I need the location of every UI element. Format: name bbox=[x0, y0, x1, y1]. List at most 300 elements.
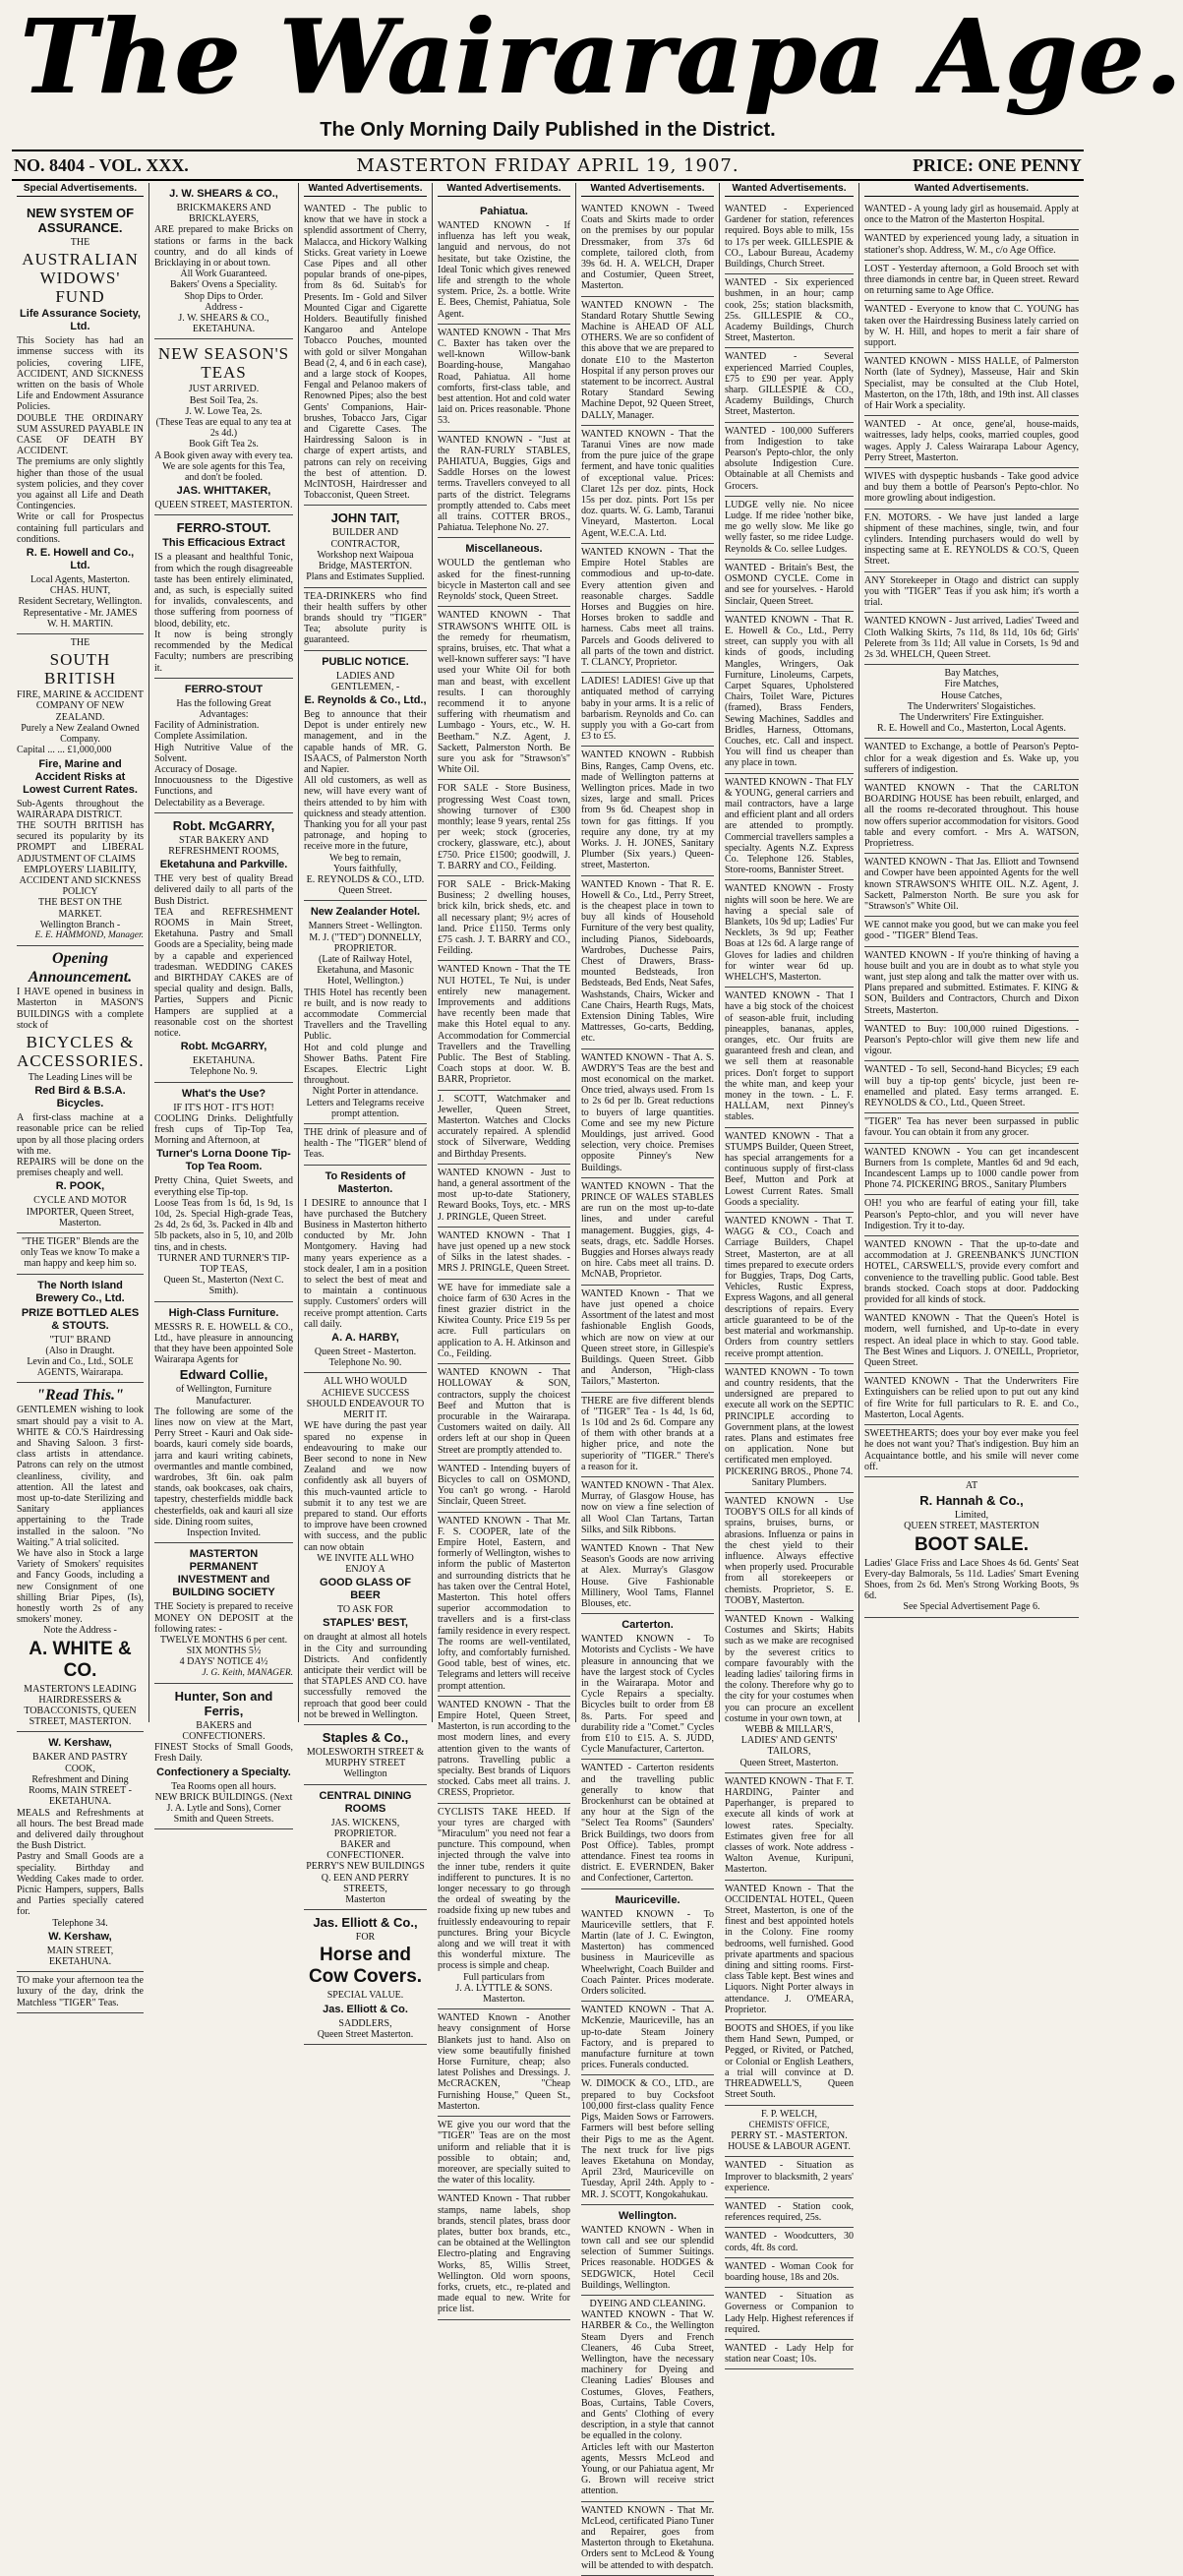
ad-line: Opening Announcement. bbox=[28, 950, 133, 987]
advertisement bbox=[864, 1113, 1079, 1143]
ad-line: Turner's Lorna Doone Tip-Top Tea Room. bbox=[156, 1148, 291, 1173]
advertisement bbox=[581, 1540, 714, 1614]
ad-line: BOOT SALE. bbox=[914, 1533, 1030, 1555]
ad-line: J. W. Lowe Tea, 2s. bbox=[185, 405, 263, 417]
ad-line: R. Hannah & Co., bbox=[919, 1493, 1024, 1509]
ad-line: TWELVE MONTHS 6 per cent. bbox=[159, 1634, 288, 1646]
ad-line: High-Class Furniture. bbox=[168, 1306, 279, 1319]
ad-line: I HAVE opened in business in Masterton in MASON'S BUILDINGS with a complete stock of bbox=[17, 987, 144, 1031]
volume-number: NO. 8404 - VOL. XXX. bbox=[14, 155, 189, 175]
column-6 bbox=[720, 183, 859, 2366]
advertisement bbox=[581, 2002, 714, 2075]
ad-line: WANTED KNOWN - "Just at the RAN-FURLY STABLES, PAHIATUA, Buggies, Gigs and Saddle Horses on the lowest terms. Travellers conveyed to all parts of the district. Telegrams promptly attended to. Cabs meet all trains. COTTER BROS., Pahiatua. Telephone No. 27. bbox=[438, 434, 570, 534]
ad-line: "TIGER" Tea has never been surpassed in public favour. You can obtain it from any grocer. bbox=[864, 1116, 1079, 1139]
ad-line: Queen Street. bbox=[338, 885, 392, 897]
ad-line: ALL WHO WOULD ACHIEVE SUCCESS SHOULD ENDEAVOUR TO MERIT IT. bbox=[306, 1376, 425, 1421]
ad-line: PICKERING BROS., Phone 74. Sanitary Plumbers. bbox=[725, 1466, 854, 1488]
ad-line: W. Kershaw, bbox=[48, 1737, 112, 1750]
ad-line: WANTED KNOWN - When in town call and see our splendid selection of Summer Suitings. Prices reasonable. HODGES & SEDGWICK, Hotel Cecil Buildings, Wellington. bbox=[581, 2224, 714, 2291]
ad-line: WANTED KNOWN - That T. WAGG & CO., Coach and Carriage Builders, Chapel Street, Masterton, are at all times prepared to execute orders for Buggies, Traps, Dog Carts, Vehicles, Rustic Express, Express Wagons, and all general descriptions of repairs. Every article guaranteed to be of the best material and workmanship. Orders from country settlers receive prompt attention. bbox=[725, 1216, 854, 1359]
ad-line: MASTERTON'S LEADING HAIRDRESSERS & TOBACCONISTS, QUEEN STREET, MASTERTON. bbox=[24, 1683, 137, 1728]
advertisement bbox=[154, 679, 293, 813]
ad-line: FOR bbox=[355, 1932, 376, 1944]
ad-line: SIX MONTHS 5½ bbox=[186, 1646, 262, 1657]
ad-line: FERRO-STOUT. bbox=[176, 520, 271, 536]
ad-line: Hunter, Son and Ferris, bbox=[174, 1688, 273, 1718]
ad-line: STAPLES' BEST, bbox=[323, 1617, 408, 1630]
ad-line: LUDGE velly nie. No nicee Ludge. If me ridee 'nother bike, me go welly slow. Me like go welly faster, so me ridee Ludge. Reynolds & Co. sellee Ludges. bbox=[725, 499, 854, 555]
ad-line: Eketahuna and Parkville. bbox=[159, 859, 288, 871]
ad-line: Articles left with our Masterton agents, Messrs McLeod and Young, or our Pahiatua agent, Mr G. Brown will receive strict attention. bbox=[581, 2441, 714, 2497]
advertisement bbox=[581, 1286, 714, 1393]
ad-line: Bay Matches, bbox=[944, 668, 999, 680]
ad-line: A first-class machine at a reasonable price can be relied upon by all those placing orders with me. bbox=[17, 1112, 144, 1157]
ad-line: Mauriceville. bbox=[615, 1893, 680, 1906]
ad-line: WANTED KNOWN - The Standard Rotary Shuttle Sewing Machine is AHEAD OF ALL OTHERS. We are so confident of this above that we are prepared to donate £10 to the Masterton Hospital if any person proves our statement to be incorrect. Austral Rotary Standard Sewing Machine Depot, 92 Queen Street, DALLY, Manager. bbox=[581, 299, 714, 421]
ad-line: WANTED KNOWN - That the CARLTON BOARDING HOUSE has been rebuilt, enlarged, and all the rooms re-decorated throughout. This house now offers superior accommodation for visitors. Good table and every comfort. - Mrs A. WATSON, Proprietress. bbox=[864, 782, 1079, 849]
ad-line: LADIES AND GENTLEMEN, - bbox=[330, 670, 400, 692]
advertisement bbox=[581, 201, 714, 297]
ad-line: CENTRAL DINING ROOMS bbox=[319, 1789, 412, 1815]
advertisement bbox=[304, 1910, 427, 2045]
ad-line: Beg to announce that their Depot is under entirely new management, and in the capable hands of MR. G. ISAACS, of Palmerston North and Napier. bbox=[304, 708, 427, 775]
ad-line: Queen Street - Masterton. bbox=[314, 1347, 417, 1358]
dateline bbox=[12, 155, 1084, 177]
advertisement bbox=[581, 673, 714, 747]
ad-line: WANTED - Situation as Improver to blacksmith, 2 years' experience. bbox=[725, 2160, 854, 2193]
ad-line: Representative - Mr. JAMES W. H. MARTIN. bbox=[23, 607, 138, 629]
ad-line: Pastry and Small Goods are a speciality. Birthday and Wedding Cakes made to order. Picnic Hampers, suppers, Balls and Parties specially catered for. bbox=[17, 1851, 144, 1918]
ad-line: EMPLOYERS' LIABILITY, ACCIDENT AND SICKNESS POLICY bbox=[19, 864, 142, 898]
ad-line: J. W. SHEARS & CO., EKETAHUNA. bbox=[178, 313, 269, 335]
ad-line: WANTED Known - That the OCCIDENTAL HOTEL, Queen Street, Masterton, is one of the finest and best appointed hotels in the Colony. Fine roomy bedrooms, well furnished. Good private apartments and spacious dining and sitting rooms. First-class Table kept. Best wines and Liquors. Night Porter always in attendance. J. O'MEARA, Proprietor. bbox=[725, 1883, 854, 2015]
ad-line: Wellington. bbox=[618, 2209, 678, 2222]
ad-line: GENTLEMEN wishing to look smart should pay a visit to A. WHITE & CO.'S Hairdressing and Shaving Saloon. 3 first-class artists in attendance. Patrons can rely on the utmost cleanliness, civility, and attention. All the latest and most up-to-date Sterilizing and Sanitary appliances appertaining to the Trade installed in the saloon. "No Waiting." A trial solicited. bbox=[17, 1405, 144, 1548]
advertisement bbox=[581, 1049, 714, 1178]
ad-line: WANTED KNOWN - That Jas. Elliott and Townsend and Cowper have been appointed Agents for the well known STRAWSON'S WHITE OIL. N.Z. Agent, J. Sackett, Palmerston North. Be sure you ask for "Strawson's" White Oil. bbox=[864, 857, 1079, 912]
ad-line: Bakers' Ovens a Speciality. bbox=[170, 279, 277, 291]
ad-line: WANTED KNOWN - That Alex. Murray, of Glasgow House, has now on view a fine selection of all Wool Clan Tartans, Tartan Silks, and Silk Ribbons. bbox=[581, 1479, 714, 1535]
ad-line: WANTED KNOWN - That the Empire Hotel Stables are commodious and up-to-date. Every attention given and reasonable charges. Saddle Horses and Buggies on hire. Horses broken to saddle and harness. Cabs meet all trains. Parcels and Goods delivered to all parts of the town and district. T. CLANCY, Proprietor. bbox=[581, 546, 714, 668]
ad-line: Fire Matches, bbox=[944, 679, 999, 690]
ad-line: on draught at almost all hotels in the City and surrounding Districts. And confidently anticipate their verdict will be that STAPLES AND CO. have successfully removed the reproach that good beer could not be brewed in Wellington. bbox=[304, 1632, 427, 1720]
advertisement bbox=[581, 1889, 714, 2003]
ad-line: BAKER and CONFECTIONER. bbox=[326, 1838, 404, 1862]
ad-line: WANTED - Woodcutters, 30 cords, 4ft. 8s cord. bbox=[725, 2231, 854, 2253]
advertisement bbox=[154, 1684, 293, 1830]
ad-line: PUBLIC NOTICE. bbox=[322, 655, 409, 668]
ad-line: The premiums are only slightly higher than those of the usual system policies, and they cover you against all Life and Death Contingencies. bbox=[17, 456, 144, 512]
ad-line: Queen St., Masterton (Next C. Smith). bbox=[163, 1275, 284, 1297]
ad-line: IS a pleasant and healthful Tonic, from which the rough disagreeable taste has been entirely eliminated, and, as such, is especially suited for invalids, convalescents, and those suffering from poorness of blood, debility, etc. bbox=[154, 552, 293, 629]
ad-line: WANTED KNOWN - That FLY & YOUNG, general carriers and mail contractors, have a large and efficient plant and all orders are attended to promptly. Commercial travellers samples a specialty. Agents N.Z. Express Co. Telephone 126. Stables, Store-rooms, Bannister Street. bbox=[725, 776, 854, 876]
ad-line: Write or call for Prospectus containing full particulars and conditions. bbox=[17, 511, 144, 545]
ad-line: WANTED Known - That New Season's Goods are now arriving at Alex. Murray's Glasgow House. Give Fashionable Millinery, Wool Tams, Flannel Blouses, etc. bbox=[581, 1542, 714, 1609]
issue-date: MASTERTON FRIDAY APRIL 19, 1907. bbox=[356, 155, 739, 176]
ad-line: TEA and REFRESHMENT ROOMS in Main Street, Eketahuna. Pastry and Small Goods are a Speciality, being made by a capable and experienced tradesman. WEDDING CAKES and BIRTHDAY CAKES are of special quality and design. Balls, Parties, Suppers and Picnic Hampers are supplied at a reasonable cost on the shortest notice. bbox=[154, 906, 293, 1039]
advertisement bbox=[725, 2020, 854, 2105]
advertisement bbox=[17, 1275, 144, 1384]
advertisement bbox=[725, 2157, 854, 2198]
ad-line: The Underwriters' Fire Extinguisher. bbox=[899, 711, 1044, 723]
ad-line: This Efficacious Extract bbox=[162, 537, 285, 550]
ad-line: WANTED - Station cook, references required, 25s. bbox=[725, 2200, 854, 2224]
advertisement bbox=[438, 1364, 570, 1461]
ad-line: J. W. SHEARS & CO., bbox=[169, 188, 278, 200]
ad-line: F. P. WELCH, bbox=[760, 2108, 818, 2120]
advertisement bbox=[438, 538, 570, 607]
advertisement bbox=[864, 780, 1079, 854]
column-4 bbox=[433, 183, 576, 2315]
ad-line: SOUTH BRITISH bbox=[43, 650, 117, 689]
ad-line: Life Assurance Society, Ltd. bbox=[20, 308, 141, 333]
advertisement bbox=[725, 1128, 854, 1213]
ad-line: JAS. WHITTAKER, bbox=[176, 485, 271, 498]
advertisement bbox=[438, 1091, 570, 1165]
advertisement bbox=[304, 201, 427, 506]
advertisement bbox=[304, 901, 427, 1124]
advertisement bbox=[864, 201, 1079, 230]
ad-line: Jas. Elliott & Co., bbox=[313, 1915, 418, 1931]
ad-line: E. REYNOLDS & CO., LTD. bbox=[306, 873, 425, 885]
ad-line: WIVES with dyspeptic husbands - Take good advice and buy them a bottle of Pearson's Pepto-chlor. No more growling about indigestion. bbox=[864, 471, 1079, 505]
advertisement bbox=[725, 560, 854, 612]
advertisement bbox=[438, 876, 570, 961]
ad-line: What's the Use? bbox=[181, 1087, 266, 1100]
column-5 bbox=[576, 183, 720, 2571]
ad-line: WANTED - Several experienced Married Couples, £75 to £90 per year. Apply sharp. GILLESPIE & CO., Academy Buildings, Church Street, Masterton. bbox=[725, 351, 854, 418]
ad-line: Wellington Branch - bbox=[39, 919, 121, 930]
ad-line: Levin and Co., Ltd., SOLE AGENTS, Wairarapa. bbox=[27, 1356, 134, 1379]
section-heading: Wanted Advertisements. bbox=[304, 183, 427, 197]
ad-line: FIRE, MARINE & ACCIDENT COMPANY OF NEW ZEALAND. bbox=[17, 689, 144, 723]
advertisement bbox=[725, 274, 854, 348]
ad-line: Address - bbox=[205, 301, 243, 313]
ad-line: CHAS. HUNT, bbox=[49, 585, 111, 597]
ad-line: WANTED to Exchange, a bottle of Pearson's Pepto-chlor for a weak digestion and £s. Wake up, you sufferers of indigestion. bbox=[864, 742, 1079, 775]
ad-line: WANTED - To sell, Second-hand Bicycles; £9 each will buy a tip-top gents' bicycle, just been re-enamelled and plated. Easy terms arranged. E. REYNOLDS & CO., Ltd., Queen Street. bbox=[864, 1064, 1079, 1109]
advertisement bbox=[581, 1178, 714, 1286]
ad-line: WANTED - Carterton residents and the travelling public generally to know that Brockenhurst can be obtained at any hour at the Sign of the "Select Tea Rooms" (Saunders' Brick Buildings, two doors from Post Office). Tables, prompt attendance. Finest tea rooms in district. E. EVERNDEN, Baker and Confectioner, Carterton. bbox=[581, 1763, 714, 1885]
advertisement bbox=[864, 1061, 1079, 1113]
advertisement bbox=[725, 988, 854, 1127]
ad-line: CYCLE AND MOTOR IMPORTER, Queen Street, Masterton. bbox=[26, 1195, 135, 1228]
ad-line: JAS. WICKENS, bbox=[330, 1817, 400, 1828]
advertisement bbox=[154, 813, 293, 1083]
ad-line: I DESIRE to announce that I have purchased the Butchery Business in Masterton hitherto conducted by Mr. John Montgomery. Having had many years experience as a stock dealer, I am in a position to select the best of meat and to maintain a continuous supply. Customers' orders will receive prompt attention. Carts call daily. bbox=[304, 1197, 427, 1330]
ad-line: WANTED - Situation as Governess or Companion to Lady Help. Highest references if required. bbox=[725, 2291, 854, 2335]
ad-line: WANTED KNOWN - That I have a big stock of the choicest of season-able fruit, including pineapples, bananas, apples, oranges, etc. Our fruits are guaranteed fresh and clean, and we sell them at reasonable prices. Don't forget to support the white man, and keep your money in the town. - L. F. HALLAM, next Pinney's stables. bbox=[725, 990, 854, 1123]
ad-line: All Work Guaranteed. bbox=[180, 269, 267, 280]
advertisement bbox=[864, 509, 1079, 572]
advertisement bbox=[725, 2198, 854, 2228]
ad-line: WANTED KNOWN - That F. T. HARDING, Painter and Paperhanger, is prepared to execute all kinds of work at lowest rates. Specialty. Estimates given free for all classes of work. Note address - Walton Avenue, Kuripuni, Masterton. bbox=[725, 1775, 854, 1876]
ad-line: NEW BRICK BUILDINGS. (Next J. A. Lytle and Sons), Corner Smith and Queen Streets. bbox=[154, 1791, 293, 1826]
advertisement bbox=[581, 2502, 714, 2576]
ad-line: (Late of Railway Hotel, Eketahuna, and Masonic Hotel, Wellington.) bbox=[317, 953, 414, 988]
advertisement bbox=[304, 1785, 427, 1911]
advertisement bbox=[725, 497, 854, 560]
advertisement bbox=[581, 1760, 714, 1888]
advertisement bbox=[581, 1614, 714, 1760]
advertisement bbox=[864, 1373, 1079, 1425]
ad-line: Resident Secretary, Wellington. bbox=[18, 596, 143, 608]
advertisement bbox=[864, 416, 1079, 468]
advertisement bbox=[581, 2296, 714, 2502]
ad-line: Innocuousness to the Digestive Functions, and bbox=[154, 775, 293, 798]
ad-line: WANTED - The public to know that we have in stock a splendid assortment of Cherry, Malacca, and Hickory Walking Sticks. Great variety in Loewe Case Pipes and all other popular brands of one-pipes, from 8s 6d. Suitab's for Presents. Im - Gold and Silver Mounted Cigar and Cigarette Holders. Beautifully finished Kangaroo and Antelope Tobacco Pouches, mounted with gold or silver Mongahan Bead (2, 4, and 6 in each case), and a large stock of Koopes, Fengal and Pelanoo makers of Renowned Pipes; also the best Gents' Companions, Hair-brushes, Tobacco Jars, Cigar and Cigarette Cases. The Hairdressing Saloon is in charge of expert artists, and patrons can rely on receiving the best of attention. D. McINTOSH, Hairdresser and Tobacconist, Queen Street. bbox=[304, 204, 427, 502]
advertisement bbox=[864, 665, 1079, 739]
ad-line: Miscellaneous. bbox=[465, 543, 543, 556]
ad-line: WANTED - Six experienced bushmen, in an hour; camp cook, 25s; station blacksmith, 25s. GILLESPIE & CO., Academy Buildings, Church Street, Masterton. bbox=[725, 277, 854, 344]
ad-line: Ladies' Glace Friss and Lace Shoes 4s 6d. Gents' Seat Every-day Balmorals, 5s 11d. Ladies' Smart Evening Shoes, from 2s 6d. Men's Strong Working Boots, 9s 6d. bbox=[864, 1557, 1079, 1602]
column-7 bbox=[859, 183, 1084, 1722]
ad-line: Complete Assimilation. bbox=[154, 731, 248, 743]
ad-line: QUEEN STREET, MASTERTON. bbox=[154, 500, 293, 511]
ad-line: The following are some of the lines now on view at the Mart, Perry Street - Kauri and Oak side-boards, kauri comely side boards, jarra and kauri writing cabinets, overmantles and mantle combined, wardrobes, 3ft 6in. oak palm stands, oak bookcases, oak chairs, tapestry, chesterfields middle back chesterfields, oak and kauri all size side. Dining room suites, bbox=[154, 1406, 293, 1528]
ad-line: High Nutritive Value of the Solvent. bbox=[154, 742, 293, 764]
ad-line: THE Society is prepared to receive MONEY ON DEPOSIT at the following rates: - bbox=[154, 1601, 293, 1635]
advertisement bbox=[438, 2117, 570, 2190]
masthead bbox=[0, 0, 1183, 176]
ad-line: AUSTRALIAN WIDOWS' FUND bbox=[22, 250, 139, 307]
section-heading: Special Advertisements. bbox=[17, 183, 144, 197]
ad-line: FERRO-STOUT bbox=[184, 683, 264, 695]
ad-line: WANTED KNOWN - Rubbish Bins, Ranges, Camp Ovens, etc. made of Wellington patterns at Wellington prices. Made in two sizes, large and small. Prices from 9s 6d. Cheapest shop in town for gas fittings. If you require any done, try at my Works. J. H. JONES, Sanitary Plumber (Six years.) Queen-street, Masterton. bbox=[581, 749, 714, 871]
column-3 bbox=[299, 183, 433, 2040]
ad-line: SADDLERS, bbox=[338, 2017, 392, 2029]
ad-line: WANTED KNOWN - To Mauriceville settlers, that F. Martin (late of J. C. Ewington, Masterton) has commenced business in Mauriceville as Wheelwright, Coach Builder and Coach Painter. Prices moderate. Orders solicited. bbox=[581, 1908, 714, 1998]
ad-line: Telephone No. 9. bbox=[190, 1066, 258, 1078]
advertisement bbox=[864, 854, 1079, 917]
advertisement bbox=[154, 515, 293, 678]
ad-line: Full particulars from bbox=[463, 1971, 545, 1983]
advertisement bbox=[725, 2228, 854, 2257]
ad-line: R. E. Howell and Co., Masterton, Local Agents. bbox=[877, 723, 1066, 735]
advertisement bbox=[725, 2340, 854, 2369]
ad-line: Loose Teas from 1s 6d, 1s 9d, 1s 10d, 2s. Special High-grade Teas, 2s 4d, 2s 6d, 3s. Packed in 4lb and 5lb packets, also in 5, 10, and 20lb tins, and in chests. bbox=[154, 1197, 293, 1253]
advertisement bbox=[581, 426, 714, 544]
ad-line: It now is being strongly recommended by the Medical Faculty; numbers are prescribing it. bbox=[154, 629, 293, 674]
advertisement bbox=[725, 1213, 854, 1364]
ad-line: MOLESWORTH STREET & MURPHY STREET bbox=[306, 1746, 425, 1769]
ad-line: Masterton bbox=[345, 1894, 385, 1905]
ad-line: WANTED KNOWN - To Motorists and Cyclists - We have pleasure in announcing that we have the largest stock of Cycles in the Wairarapa. Motor and Cycle Repairs a specialty. Bicycles built to order from £8 8s. Parts. For speed and durability ride a "Comet." Cycles from £10 to £15. A. S. JUDD, Cycle Manufacturer, Carterton. bbox=[581, 1634, 714, 1756]
advertisement bbox=[725, 201, 854, 274]
ad-line: Book Gift Tea 2s. bbox=[189, 439, 259, 450]
advertisement bbox=[438, 2190, 570, 2319]
ad-line: WANTED KNOWN - That Mr. McLeod, certificated Piano Tuner and Repairer, goes from Masterton through to Eketahuna. Orders sent to McLeod & Young will be attended to with despatch. bbox=[581, 2504, 714, 2571]
ad-line: NEW SYSTEM OF ASSURANCE. bbox=[26, 206, 135, 235]
ad-line: A. WHITE & CO. bbox=[29, 1638, 132, 1681]
ad-line: WANTED by experienced young lady, a situation in stationer's shop. Address, W. M., c/o Age Office. bbox=[864, 233, 1079, 256]
advertisement bbox=[864, 572, 1079, 614]
ad-line: WANTED KNOWN - That the Taranui Vines are now made from the pure juice of the grape ferment, and have tonic qualities of exceptional value. Prices: Claret 12s per doz. pints, Hock 15s per doz. pints. Port 15s per doz. quarts. W. G. Lamb, Taranui Vineyard, Masterton. Local Agent, W.E.C.A. Ltd. bbox=[581, 428, 714, 539]
ad-line: The Underwriters' Slogaistiches. bbox=[907, 700, 1036, 712]
ad-line: Red Bird & B.S.A. Bicycles. bbox=[34, 1085, 126, 1110]
ad-line: TEA-DRINKERS who find their health suffers by other brands should try "TIGER" Tea; absolute purity is guaranteed. bbox=[304, 590, 427, 646]
advertisement bbox=[304, 651, 427, 902]
advertisement bbox=[725, 612, 854, 774]
ad-line: WANTED KNOWN - Just to hand, a general assortment of the most up-to-date Stationery, Reward Books, Toys, etc. - MRS J. PRINGLE, Queen Street. bbox=[438, 1167, 570, 1223]
advertisement bbox=[581, 1393, 714, 1477]
ad-line: Thanking you for all your past patronage, and hoping to receive more in the future, bbox=[304, 818, 427, 853]
ad-line: THE very best of quality Bread delivered daily to all parts of the Bush District. bbox=[154, 873, 293, 907]
ad-line: We beg to remain, bbox=[328, 852, 402, 864]
ad-line: J. G. Keith, MANAGER. bbox=[202, 1667, 293, 1678]
advertisement bbox=[581, 2205, 714, 2296]
ad-line: REPAIRS will be done on the premises cheaply and well. bbox=[17, 1156, 144, 1179]
ad-line: Refreshment and Dining Rooms, MAIN STREET - EKETAHUNA. bbox=[29, 1773, 132, 1808]
ad-line: Hot and cold plunge and Shower Baths. Patent Fire Escapes. Electric Light throughout. bbox=[304, 1042, 427, 1087]
ad-line: JUST ARRIVED. bbox=[188, 384, 260, 395]
ad-line: WANTED KNOWN - Tweed Coats and Skirts made to order on the premises by our popular Dressmaker, from 37s 6d complete, tailored cloth, from 39s 6d. H. A. WELCH, Draper and Costumier, Queen Street, Masterton. bbox=[581, 204, 714, 292]
ad-line: A Book given away with every tea. bbox=[154, 449, 293, 461]
ad-line: BUILDER AND CONTRACTOR, bbox=[330, 527, 400, 550]
ad-line: BICYCLES & ACCESSORIES. bbox=[17, 1032, 145, 1070]
advertisement bbox=[304, 506, 427, 587]
ad-line: Facility of Administration. bbox=[154, 720, 260, 732]
ad-line: WANTED KNOWN - That HOLLOWAY & SON, contractors, supply the choicest Beef and Mutton that is procurable in the Wairarapa. Customers waited on daily. All orders left at our shop in Queen Street are promptly attended to. bbox=[438, 1367, 570, 1456]
ad-line: WANTED Known - That rubber stamps, name labels, shop brands, stencil plates, brass door plates, butter box brands, etc., can be obtained at the Wellington Electro-plating and Engraving Works, 85, Willis Street, Wellington. Old worn spoons, forks, cruets, etc., re-plated and made equal to new. Write for price list. bbox=[438, 2193, 570, 2315]
ad-line: WE have for immediate sale a choice farm of 630 Acres in the finest grazier district in the Kiwitea County. Price £19 5s per acre. Full particulars on application to A. H. Atkinson and Co., Feilding. bbox=[438, 1282, 570, 1359]
advertisement bbox=[154, 1302, 293, 1544]
advertisement bbox=[17, 634, 144, 946]
ad-line: W. DIMOCK & CO., LTD., are prepared to buy Cocksfoot 100,000 first-class quality Fence Pigs, Maiden Sows or Farrowers. Farmers will best before selling their Pigs to me as the Agent. The next truck for live pigs leaves Eketahuna on Monday, April 23rd, Mauriceville on Tuesday, April 24th. Apply to - MR. J. SCOTT, Kongokahukau. bbox=[581, 2078, 714, 2200]
advertisement bbox=[864, 301, 1079, 353]
ad-line: THE SOUTH BRITISH has secured its popularity by its PROMPT and LIBERAL ADJUSTMENT OF CLAIMS bbox=[17, 819, 144, 865]
ad-line: Note the Address - bbox=[43, 1625, 117, 1637]
ad-line: THIS Hotel has recently been re built, and is now ready to accommodate Commercial Travellers and the Travelling Public. bbox=[304, 987, 427, 1043]
ad-line: FOR SALE - Brick-Making Business; 2 dwelling houses, brick kiln, brick sheds, etc. and all necessary plant; 9½ acres of land. Price £1150. Terms only £75 cash. J. T. BARRY and CO., Feilding. bbox=[438, 878, 570, 957]
ad-line: WANTED Known - Another heavy consignment of Horse Blankets just to hand. Also on view some beautifully finished Horse Furniture, cheap; also latest Polishes and Dressings. J. McCRACKEN, "Cheap Furnishing House," Queen St., Masterton. bbox=[438, 2012, 570, 2112]
ad-line: PERRY'S NEW BUILDINGS bbox=[306, 1861, 425, 1873]
ad-line: House Catches, bbox=[940, 689, 1003, 701]
top-rule bbox=[12, 150, 1084, 151]
ad-line: AT bbox=[965, 1479, 978, 1491]
ad-line: SWEETHEARTS; does your boy ever make you feel he does not want you? That's indigestion. Buy him an Acquaintance bottle, and his smile will never come off. bbox=[864, 1428, 1079, 1472]
ad-line: TO ASK FOR bbox=[336, 1604, 394, 1616]
ad-line: WEBB & MILLAR'S, bbox=[744, 1724, 834, 1735]
ad-line: Pretty China, Quiet Sweets, and everything else Tip-top. bbox=[154, 1175, 293, 1198]
ad-line: THE drink of pleasure and of health - The "TIGER" blend of Teas. bbox=[304, 1127, 427, 1161]
ad-line: Masterton. bbox=[482, 1994, 526, 2006]
advertisement bbox=[438, 325, 570, 432]
advertisement bbox=[438, 432, 570, 539]
advertisement bbox=[17, 1972, 144, 2013]
ad-line: Delectability as a Beverage. bbox=[154, 797, 266, 809]
advertisement bbox=[438, 1165, 570, 1228]
ad-line: WANTED - Lady Help for station near Coast; 10s. bbox=[725, 2342, 854, 2366]
advertisement bbox=[725, 2106, 854, 2158]
ad-line: WE cannot make you good, but we can make you feel good - "TIGER" Blend Teas. bbox=[864, 920, 1079, 942]
ad-line: WANTED KNOWN - That A. McKenzie, Mauriceville, has an up-to-date Steam Joinery Factory, and is prepared to manufacture furniture at town prices. Funerals conducted. bbox=[581, 2005, 714, 2071]
ad-line: Sub-Agents throughout the WAIRARAPA DISTRICT. bbox=[17, 798, 144, 820]
ad-line: Robt. McGARRY, bbox=[180, 1041, 267, 1053]
advertisement bbox=[581, 747, 714, 875]
section-heading: Wanted Advertisements. bbox=[438, 183, 570, 197]
ad-line: WANTED - Intending buyers of Bicycles to call on OSMOND, You can't go wrong. - Harold Sinclair, Queen Street. bbox=[438, 1463, 570, 1508]
ad-line: Q. EEN AND PERRY STREETS, bbox=[321, 1872, 410, 1894]
ad-line: Pahiatua. bbox=[480, 206, 528, 217]
advertisement bbox=[154, 1083, 293, 1302]
ad-line: (These Teas are equal to any tea at 2s 4d.) bbox=[155, 417, 292, 440]
ad-line: QUEEN STREET, MASTERTON bbox=[904, 1521, 1039, 1532]
ad-line: Wellington bbox=[343, 1768, 387, 1780]
advertisement bbox=[17, 946, 144, 1233]
advertisement bbox=[725, 774, 854, 881]
advertisement bbox=[864, 1310, 1079, 1373]
ad-line: WANTED KNOWN - That the Underwriters Fire Extinguishers can be relied upon to put out any kind of fire Write for full particulars to R. E. and Co., Masterton, Local Agents. bbox=[864, 1376, 1079, 1420]
ad-line: LOST - Yesterday afternoon, a Gold Brooch set with three diamonds in centre bar, in Queen street. Reward on returning same to Age Office. bbox=[864, 263, 1079, 297]
ad-line: The Leading Lines will be bbox=[28, 1071, 133, 1083]
ad-line: WANTED KNOWN - To town and country residents, that the undersigned are prepared to execute all work on the SEPTIC PRINCIPLE according to Government plans, at the lowest rates. Plans and estimates free on application. None but certificated men employed. bbox=[725, 1366, 854, 1467]
column-1 bbox=[12, 183, 149, 2008]
ad-line: EKETAHUNA. bbox=[192, 1055, 256, 1067]
ad-line: A. A. HARBY, bbox=[331, 1332, 399, 1345]
ad-line: WANTED KNOWN - That W. HARBER & Co., the Wellington Steam Dyers and French Cleaners, 46 Cuba Street, Wellington, have the necessary machinery for Dyeing and Cleaning Ladies' Blouses and Costumes, Gloves, Feathers, Boas, Curtains, Table Covers, and Gents' Clothing of every description, in a style that cannot be equalled in the colony. bbox=[581, 2309, 714, 2442]
ad-line: WANTED - Woman Cook for boarding house, 18s and 20s. bbox=[725, 2260, 854, 2283]
advertisement bbox=[17, 1732, 144, 1972]
columns bbox=[12, 183, 1084, 2571]
ad-line: WANTED KNOWN - If influenza has left you weak, languid and nervous, do not hesitate, but take Ozistine, the Ideal Tonic which gives renewed life and strength to the whole system. Price, 2s. a bottle. Write E. Bees, Chemist, Pahiatua, Sole Agent. bbox=[438, 220, 570, 320]
ad-line: WANTED KNOWN - That a STUMPS Builder, Queen Street, has special arrangements for a continuous supply of first-class Beef, Mutton and Pork at Lowest Current Rates. Small Goods a speciality. bbox=[725, 1130, 854, 1208]
ad-line: WANTED KNOWN - That Mrs C. Baxter has taken over the well-known Willow-bank Boarding-house, Mangahao Road, Pahiatua. All home comforts, first-class table, and best attention. Hot and cold water laid on. Prices reasonable. 'Phone 53. bbox=[438, 327, 570, 427]
ad-line: WE give you our word that the "TIGER" Teas are on the most uniform and reliable that it is possible to obtain; and, moreover, are specially suited to the water of this locality. bbox=[438, 2120, 570, 2187]
advertisement bbox=[725, 348, 854, 422]
ad-line: Has the following Great Advantages: bbox=[176, 697, 271, 720]
ad-line: Yours faithfully, bbox=[332, 863, 397, 874]
advertisement bbox=[581, 1477, 714, 1540]
advertisement bbox=[864, 1195, 1079, 1236]
advertisement bbox=[438, 1697, 570, 1804]
advertisement bbox=[864, 468, 1079, 509]
ad-line: WE INVITE ALL WHO ENJOY A bbox=[317, 1552, 414, 1575]
newspaper-title: The Wairarapa Age. bbox=[20, 0, 1183, 117]
ad-line: THE bbox=[70, 237, 90, 248]
ad-line: (Also in Draught. bbox=[45, 1345, 115, 1356]
ad-line: Letters and Telegrams receive prompt attention. bbox=[306, 1097, 425, 1119]
ad-line: TURNER AND TURNER'S TIP-TOP TEAS, bbox=[157, 1252, 290, 1276]
ad-line: WANTED KNOWN - MISS HALLE, of Palmerston North (late of Sydney), Masseuse, Hair and Skin Specialist, may be consulted at the Club Hotel, Masterton, on the 17th, 18th, and 19th inst. All classes of Hair Work a speciality. bbox=[864, 356, 1079, 412]
ad-line: 4 DAYS' NOTICE 4½ bbox=[179, 1656, 268, 1668]
advertisement bbox=[438, 1228, 570, 1280]
advertisement bbox=[438, 780, 570, 876]
ad-line: "THE TIGER" Blends are the only Teas we know To make a man happy and keep him so. bbox=[21, 1235, 140, 1270]
ad-line: Manners Street - Wellington. bbox=[308, 921, 423, 932]
ad-line: E. E. HAMMOND, Manager. bbox=[34, 929, 144, 940]
ad-line: FOR SALE - Store Business, progressing West Coast town, showing turnover of £300 monthly; lease 9 years, rental 25s per week; stock (groceries, crockery, glassware, etc.), about £750. Price £1500; goodwill, J. T. BARRY and CO., Feilding. bbox=[438, 783, 570, 871]
ad-line: Tea Rooms open all hours. bbox=[171, 1780, 276, 1792]
ad-line: Local Agents, Masterton. bbox=[30, 574, 131, 586]
ad-line: PROPRIETOR. bbox=[333, 1827, 397, 1839]
ad-line: WE have during the past year spared no expense in endeavouring to make our Beer second to none in New Zealand and we now confidently ask all buyers of this much-vaunted article to submit it to any test we are prepared to stand. Our efforts to improve have been crowned with success, and the public can now obtain bbox=[304, 1420, 427, 1553]
ad-line: New Zealander Hotel. bbox=[310, 906, 421, 919]
ad-line: Fire, Marine and Accident Risks at Lowest Current Rates. bbox=[23, 757, 138, 796]
ad-line: ARE prepared to make Bricks on stations or farms in the back country, and do all kinds of Bricklaying in or about town. bbox=[154, 224, 293, 270]
ad-line: Shop Dips to Order. bbox=[184, 290, 264, 302]
ad-line: Horse and Cow Covers. bbox=[308, 1945, 423, 1988]
ad-line: J. SCOTT, Watchmaker and Jeweller, Queen Street, Masterton. Watches and Clocks accurately repaired. A splendid stock of Silverware, Wedding and Birthday Presents. bbox=[438, 1093, 570, 1160]
advertisement bbox=[725, 2258, 854, 2288]
ad-line: Limited, bbox=[954, 1510, 989, 1522]
advertisement bbox=[154, 339, 293, 515]
advertisement bbox=[864, 261, 1079, 302]
advertisement bbox=[17, 201, 144, 634]
ad-line: We are sole agents for this Tea, and don't be fooled. bbox=[162, 460, 285, 484]
advertisement bbox=[304, 1124, 427, 1166]
ad-line: Night Porter in attendance. bbox=[312, 1086, 419, 1098]
